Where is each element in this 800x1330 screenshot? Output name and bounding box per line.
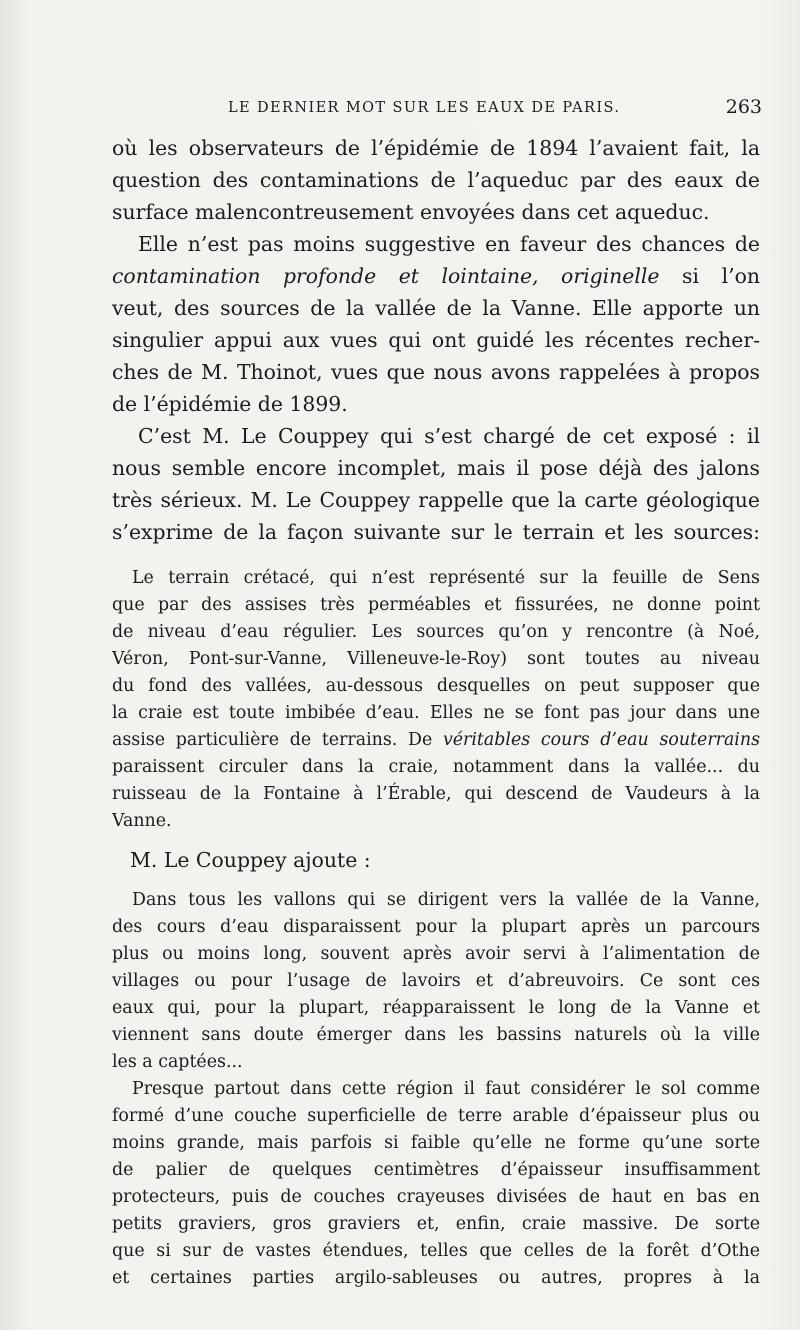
- quote-line: les a captées...: [112, 1052, 243, 1072]
- quote-line: paraissent circuler dans la craie, notamment dans la vallée... du: [112, 757, 760, 777]
- text-line-with-italic: [112, 264, 760, 294]
- text-line: singulier appui aux vues qui ont guidé les récentes recher-: [112, 328, 760, 352]
- text-line: M. Le Couppey ajoute :: [130, 848, 371, 872]
- text-line: très sérieux. M. Le Couppey rappelle que la carte géologique: [112, 488, 760, 512]
- quote-line: ruisseau de la Fontaine à l’Érable, qui descend de Vaudeurs à la: [112, 784, 760, 804]
- quote-line: et certaines parties argilo-sableuses ou autres, propres à la: [112, 1268, 760, 1288]
- quote-line: que par des assises très perméables et fissurées, ne donne point: [112, 595, 760, 615]
- quote-line: la craie est toute imbibée d’eau. Elles ne se font pas jour dans une: [112, 703, 760, 723]
- quote-line: que si sur de vastes étendues, telles que celles de la forêt d’Othe: [112, 1241, 760, 1261]
- text-line: Elle n’est pas moins suggestive en faveur des chances de: [138, 232, 760, 256]
- running-title: LE DERNIER MOT SUR LES EAUX DE PARIS.: [228, 100, 621, 116]
- quote-line: formé d’une couche superficielle de terre arable d’épaisseur plus ou: [112, 1106, 760, 1126]
- quote-line: eaux qui, pour la plupart, réapparaissent le long de la Vanne et: [112, 998, 760, 1018]
- italic-phrase: véritables cours d’eau souterrains: [442, 730, 760, 750]
- text-line: surface malencontreusement envoyées dans cet aqueduc.: [112, 200, 710, 224]
- quote-line: du fond des vallées, au-dessous desquelles on peut supposer que: [112, 676, 760, 696]
- text-line: veut, des sources de la vallée de la Vanne. Elle apporte un: [112, 296, 760, 320]
- quote-line: Le terrain crétacé, qui n’est représenté sur la feuille de Sens: [132, 568, 760, 588]
- quote-line: villages ou pour l’usage de lavoirs et d’abreuvoirs. Ce sont ces: [112, 971, 760, 991]
- quote-line: Dans tous les vallons qui se dirigent vers la vallée de la Vanne,: [132, 890, 760, 910]
- page-header: [228, 96, 762, 126]
- quote-line: de niveau d’eau régulier. Les sources qu’on y rencontre (à Noé,: [112, 622, 760, 642]
- quote-line: Vanne.: [112, 811, 172, 831]
- italic-phrase: contamination profonde et lointaine, originelle: [112, 264, 660, 288]
- text-line: C’est M. Le Couppey qui s’est chargé de cet exposé : il: [138, 424, 760, 448]
- quote-line: Véron, Pont-sur-Vanne, Villeneuve-le-Roy) sont toutes au niveau: [112, 649, 760, 669]
- text-line: nous semble encore incomplet, mais il pose déjà des jalons: [112, 456, 760, 480]
- text-line: s’exprime de la façon suivante sur le terrain et les sources:: [112, 520, 760, 544]
- text-line: question des contaminations de l’aqueduc par des eaux de: [112, 168, 760, 192]
- text-line: de l’épidémie de 1899.: [112, 392, 348, 416]
- text-span: si l’on: [659, 264, 760, 288]
- text-line: ches de M. Thoinot, vues que nous avons rappelées à propos: [112, 360, 760, 384]
- quote-line: petits graviers, gros graviers et, enfin, craie massive. De sorte: [112, 1214, 760, 1234]
- quote-line: moins grande, mais parfois si faible qu’elle ne forme qu’une sorte: [112, 1133, 760, 1153]
- text-span: assise particulière de terrains. De: [112, 730, 443, 750]
- quote-line: de palier de quelques centimètres d’épaisseur insuffisamment: [112, 1160, 760, 1180]
- quote-line: des cours d’eau disparaissent pour la plupart après un parcours: [112, 917, 760, 937]
- quote-line-with-italic: [112, 730, 760, 756]
- page-number: 263: [725, 96, 762, 118]
- quote-line: viennent sans doute émerger dans les bassins naturels où la ville: [112, 1025, 760, 1045]
- text-line: où les observateurs de l’épidémie de 1894 l’avaient fait, la: [112, 136, 760, 160]
- quote-line: Presque partout dans cette région il faut considérer le sol comme: [132, 1079, 760, 1099]
- quote-line: protecteurs, puis de couches crayeuses divisées de haut en bas en: [112, 1187, 760, 1207]
- quote-line: plus ou moins long, souvent après avoir servi à l’alimentation de: [112, 944, 760, 964]
